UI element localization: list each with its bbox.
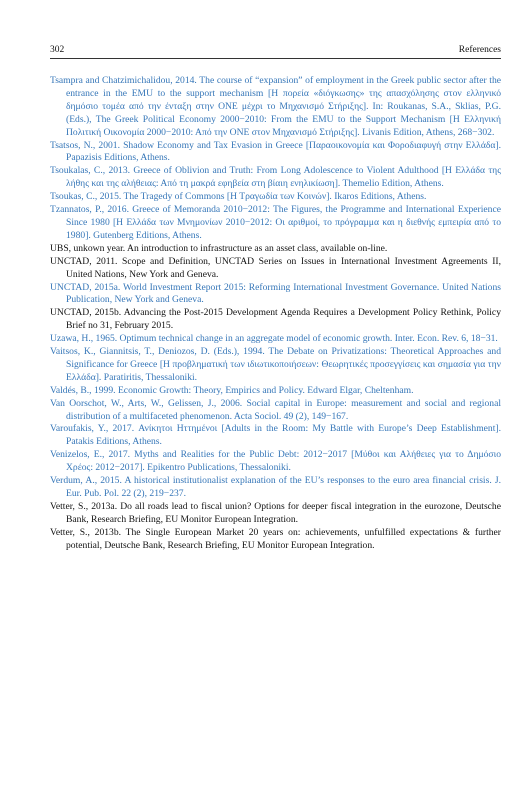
page-header	[50, 45, 501, 59]
reference-list	[50, 75, 501, 553]
section-title: References	[458, 45, 501, 55]
reference-entry[interactable]: Uzawa, H., 1965. Optimum technical change in an aggregate model of economic growth. Inter. Econ. Rev. 6, 18−31.	[50, 333, 498, 345]
reference-entry: UNCTAD, 2015b. Advancing the Post-2015 Development Agenda Requires a Development Policy Rethink, Policy Brief no 31, February 2015.	[50, 307, 501, 332]
reference-entry: Vetter, S., 2013b. The Single European Market 20 years on: achievements, unfulfilled expectations & further potential, Deutsche Bank, Research Briefing, EU Monitor European Integration.	[50, 526, 501, 551]
reference-entry[interactable]: Verdum, A., 2015. A historical institutionalist explanation of the EU’s responses to the euro area financial crisis. J. Eur. Pub. Pol. 22 (2), 219−237.	[50, 475, 501, 499]
reference-entry[interactable]: Tsoukalas, C., 2013. Greece of Oblivion and Truth: From Long Adolescence to Violent Adulthood [Η Ελλάδα της λήθης και της αλήθειας: Από τη μακρά εφηβεία στη βίαιη ενηλικίωση]. Themelio Edition, Athens.	[50, 165, 501, 190]
reference-entry[interactable]: Vaitsos, K., Giannitsis, T., Deniozos, D. (Eds.), 1994. The Debate on Privatizations: Theoretical Approaches and Significance for Greece [Η προβληματική των ιδιωτικοποιήσεων: Θεωρητικές προσεγγίσεις και σημασία για την Ελλάδα]. Paratiritis, Thessaloniki.	[50, 346, 501, 383]
reference-entry[interactable]: Tsatsos, N., 2001. Shadow Economy and Tax Evasion in Greece [Παραοικονομία και Φοροδιαφυγή στην Ελλάδα]. Papazisis Editions, Athens.	[50, 139, 501, 164]
reference-entry: Vetter, S., 2013a. Do all roads lead to fiscal union? Options for deeper fiscal integration in the eurozone, Deutsche Bank, Research Briefing, EU Monitor European Integration.	[50, 500, 501, 525]
reference-entry[interactable]: UNCTAD, 2015a. World Investment Report 2015: Reforming International Investment Governance. United Nations Publication, New York and Geneva.	[50, 281, 501, 306]
reference-entry[interactable]: Venizelos, E., 2017. Myths and Realities for the Public Debt: 2012−2017 [Μύθοι και Αλήθειες για το Δημόσιο Χρέος: 2012−2017]. Epikentro Publications, Thessaloniki.	[50, 449, 501, 474]
reference-entry[interactable]: Tzannatos, P., 2016. Greece of Memoranda 2010−2012: The Figures, the Programme and International Experience Since 1980 [Η Ελλάδα των Μνημονίων 2010−2012: Οι αριθμοί, το πρόγραμμα και η διεθνής εμπειρία από το 1980]. Gutenberg Editions, Athens.	[50, 204, 501, 241]
page-number: 302	[50, 45, 65, 55]
reference-entry: UNCTAD, 2011. Scope and Definition, UNCTAD Series on Issues in International Investment Agreements II, United Nations, New York and Geneva.	[50, 255, 501, 280]
reference-entry[interactable]: Valdés, B., 1999. Economic Growth: Theory, Empirics and Policy. Edward Elgar, Cheltenham.	[50, 384, 414, 396]
document-page	[50, 45, 501, 553]
reference-entry[interactable]: Van Oorschot, W., Arts, W., Gelissen, J., 2006. Social capital in Europe: measurement and social and regional distribution of a multifaceted phenomenon. Acta Sociol. 49 (2), 149−167.	[50, 397, 501, 422]
reference-entry[interactable]: Tsoukas, C., 2015. The Tragedy of Commons [Η Τραγωδία των Κοινών]. Ikaros Editions, Athens.	[50, 191, 427, 203]
reference-entry[interactable]: Tsampra and Chatzimichalidou, 2014. The course of “expansion” of employment in the Greek public sector after the entrance in the EMU to the support mechanism [Η πορεία «διόγκωσης» της απασχόλησης στον ελληνικό δημόσιο τομέα από την ένταξη στην ΟΝΕ μέχρι το Μηχανισμό Στήριξης]. In: Roukanas, S.A., Sklias, P.G. (Eds.), The Greek Political Economy 2000−2010: From the EMU to the Support Mechanism [Η Ελληνική Πολιτική Οικονομία 2000−2010: Από την ΟΝΕ στον Μηχανισμό Στήριξης]. Livanis Edition, Athens, 268−302.	[50, 75, 501, 138]
reference-entry: UBS, unkown year. An introduction to infrastructure as an asset class, available on-line.	[50, 242, 388, 254]
reference-entry[interactable]: Varoufakis, Y., 2017. Ανίκητοι Ηττημένοι [Adults in the Room: My Battle with Europe’s Deep Establishment]. Patakis Editions, Athens.	[50, 423, 501, 448]
